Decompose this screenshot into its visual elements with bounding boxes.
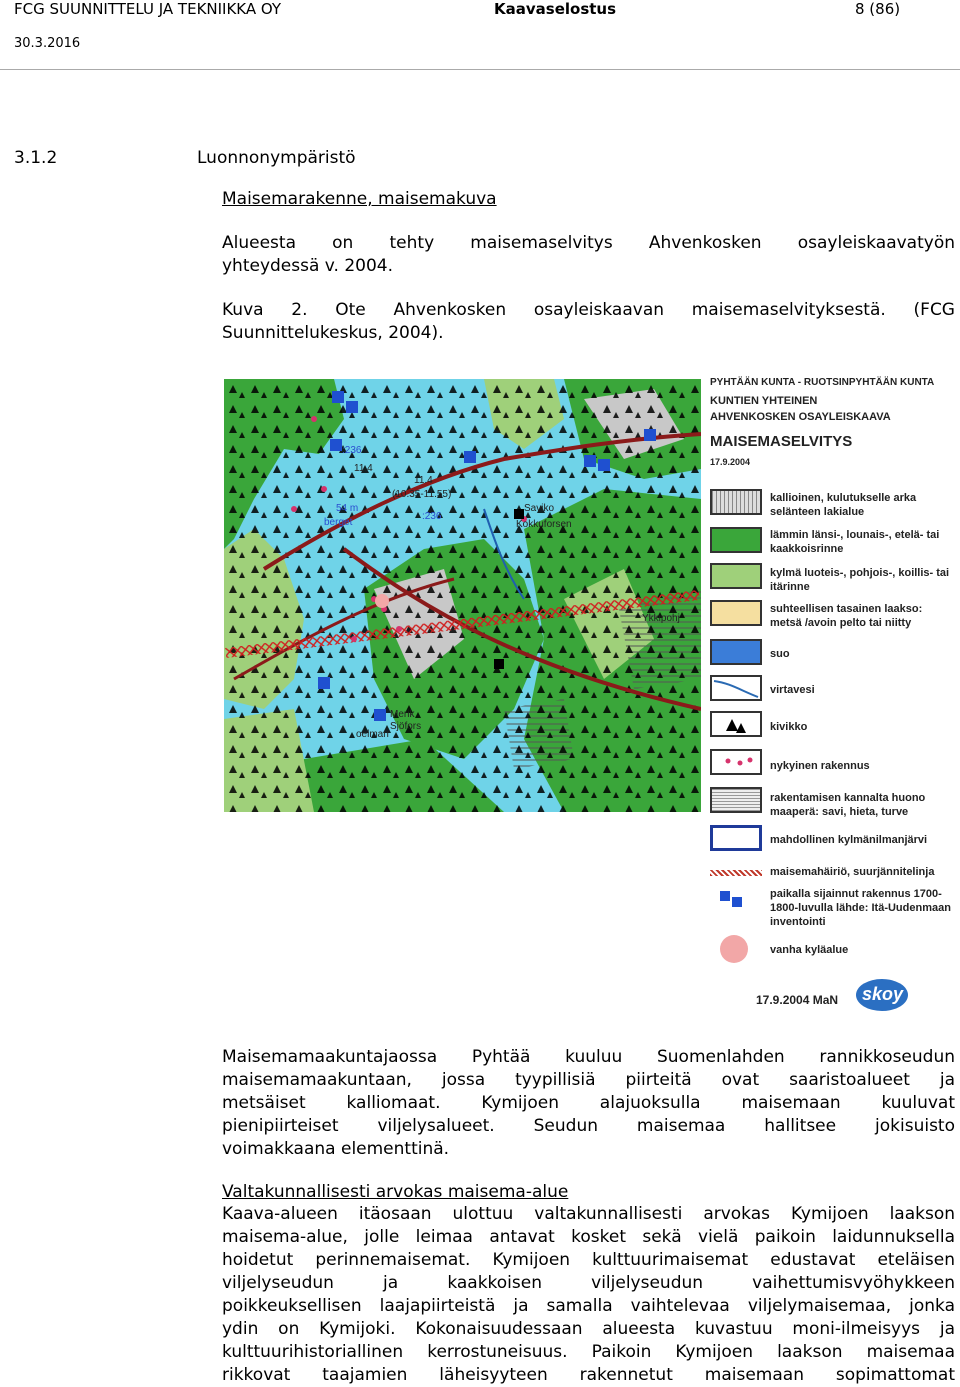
black-marker <box>494 659 504 669</box>
skoy-logo: skoy <box>856 979 908 1011</box>
legend-label: kylmä luoteis-, pohjois-, koillis- tai itärinne <box>770 567 950 593</box>
legend-header-1: PYHTÄÄN KUNTA - RUOTSINPYHTÄÄN KUNTA <box>710 377 935 388</box>
text-line: Suunnittelukeskus, 2004). <box>222 323 444 343</box>
legend-swatch-river <box>710 675 762 701</box>
intro-paragraph <box>222 232 955 278</box>
legend-label: mahdollinen kylmänilmanjärvi <box>770 834 928 846</box>
legend-swatch-old-village <box>720 935 748 963</box>
legend-swatch-bog <box>710 639 762 665</box>
map-label: Kokkuforsen <box>516 519 572 530</box>
legend-label: rakentamisen kannalta huono maaperä: savi, hieta, turve <box>770 792 926 818</box>
boulder-field <box>224 379 701 812</box>
page-header <box>0 0 960 70</box>
map-label: 11.4 <box>414 475 433 486</box>
legend-swatch-valley <box>710 600 762 626</box>
text-line: hoidetut perinnemaisemat. Kymijoen kulttuurimaisemat edustavat eteläisen <box>222 1250 955 1270</box>
text-line: viljelyseudun ja kaakkoisen viljelyseudun vaihettumisvyöhykkeen <box>222 1273 955 1293</box>
legend-footer: 17.9.2004 MaN <box>756 993 839 1007</box>
map-label: 54 m <box>336 503 359 514</box>
legend-label: suhteellisen tasainen laakso: metsä /avoin pelto tai niitty <box>770 603 923 629</box>
legend-label: suo <box>770 648 790 660</box>
legend-label: maisemahäiriö, suurjännitelinja <box>770 866 935 878</box>
section-title: Luonnonympäristö <box>197 148 356 168</box>
text-line: Maisemamaakuntajaossa Pyhtää kuuluu Suomenlahden rannikkoseudun <box>222 1047 955 1067</box>
text-line: rikkovat taajamien läheisyyteen rakennetut maisemaan sopimattomat <box>222 1365 955 1385</box>
legend-label: nykyinen rakennus <box>770 760 870 772</box>
legend-swatch-cold-air-lake <box>710 825 762 851</box>
map-legend <box>706 373 956 1023</box>
legend-label: kivikko <box>770 721 808 733</box>
text-line: metsäiset kalliomaat. Kymijoen alajuoksulla maisemaan kuuluvat <box>222 1093 955 1113</box>
text-line: pienipiirteiset viljelysalueet. Seudun maisemaa hallitsee jokisuisto <box>222 1116 955 1136</box>
map-label: Sjöfors <box>390 721 422 732</box>
document-title: Kaavaselostus <box>494 0 617 18</box>
text-line: Alueesta on tehty maisemaselvitys Ahvenkosken osayleiskaavatyön <box>222 233 955 253</box>
text-line: poikkeuksellisen laajapiirteistä ja samalla vaihtelevaa viljelymaisemaa, jonka <box>222 1296 955 1316</box>
text-line: maisemamaakuntaan, jossa tyypillisiä piirteitä ovat saaristoalueet ja <box>222 1070 955 1090</box>
map-label: :236 <box>422 511 442 522</box>
company-name: FCG SUUNNITTELU JA TEKNIIKKA OY <box>14 0 282 18</box>
map-label: 11.4 <box>354 463 373 474</box>
section-number: 3.1.2 <box>14 148 58 168</box>
legend-date: 17.9.2004 <box>710 457 751 467</box>
legend-label: paikalla sijainnut rakennus 1700-1800-luvulla lähde: Itä-Uudenmaan inventointi <box>770 888 951 928</box>
map-label: berget <box>324 517 353 528</box>
paragraph-landscape-province <box>222 1046 955 1161</box>
legend-label: kallioinen, kulutukselle arka selänteen lakialue <box>770 492 917 518</box>
figure-caption <box>222 299 955 345</box>
map-label: Ykkipohj <box>642 613 680 624</box>
legend-swatch-rocky <box>710 489 762 515</box>
black-marker <box>514 509 524 519</box>
map-label: oelman <box>356 729 389 740</box>
text-line: kulttuurihistoriallinen kerrostuneisuus. Paikoin Kymijoen laakson maisemaa <box>222 1342 955 1362</box>
subsection-title-landscape: Maisemarakenne, maisemakuva <box>222 189 497 209</box>
paragraph-national-landscape <box>222 1203 955 1387</box>
text-line: maisema-alue, jolle leimaa antavat kosket sekä vielä paikoin laidunnuksella <box>222 1227 955 1247</box>
document-date: 30.3.2016 <box>14 36 81 51</box>
legend-swatch-warm-slope <box>710 527 762 553</box>
text-line: ydin on Kymijoki. Kokonaisuudessaan alueesta kuvastuu moni-ilmeisyys ja <box>222 1319 955 1339</box>
legend-swatch-building <box>710 749 762 775</box>
legend-title: MAISEMASELVITYS <box>710 433 853 450</box>
map-label: :236 <box>342 445 362 456</box>
legend-swatch-power-line <box>710 861 762 887</box>
legend-swatch-boulders <box>710 711 762 737</box>
legend-header-3: AHVENKOSKEN OSAYLEISKAAVA <box>710 411 891 423</box>
map-label: Saviko <box>524 503 555 514</box>
map-label: (10.35-11.55) <box>392 489 452 500</box>
legend-swatch-historic-building <box>716 887 756 917</box>
legend-label: virtavesi <box>770 684 815 696</box>
text-line: voimakkaana elementtinä. <box>222 1139 450 1159</box>
header-rule <box>0 69 960 70</box>
legend-swatch-cold-slope <box>710 563 762 589</box>
legend-swatch-poor-soil <box>710 787 762 813</box>
subsection-title-national-landscape: Valtakunnallisesti arvokas maisema-alue <box>222 1182 569 1202</box>
text-line: Kaava-alueen itäosaan ulottuu valtakunnallisesti arvokas Kymijoen laakson <box>222 1204 955 1224</box>
legend-label: vanha kyläalue <box>770 944 849 956</box>
map-label: Merik <box>390 709 415 720</box>
text-line: yhteydessä v. 2004. <box>222 256 394 276</box>
legend-label: lämmin länsi-, lounais-, etelä- tai kaakkoisrinne <box>770 529 940 555</box>
page-number: 8 (86) <box>855 0 901 18</box>
landscape-map <box>224 379 701 812</box>
legend-header-2: KUNTIEN YHTEINEN <box>710 395 818 407</box>
old-village-area <box>375 594 389 608</box>
text-line: Kuva 2. Ote Ahvenkosken osayleiskaavan maisemaselvityksestä. (FCG <box>222 300 955 320</box>
